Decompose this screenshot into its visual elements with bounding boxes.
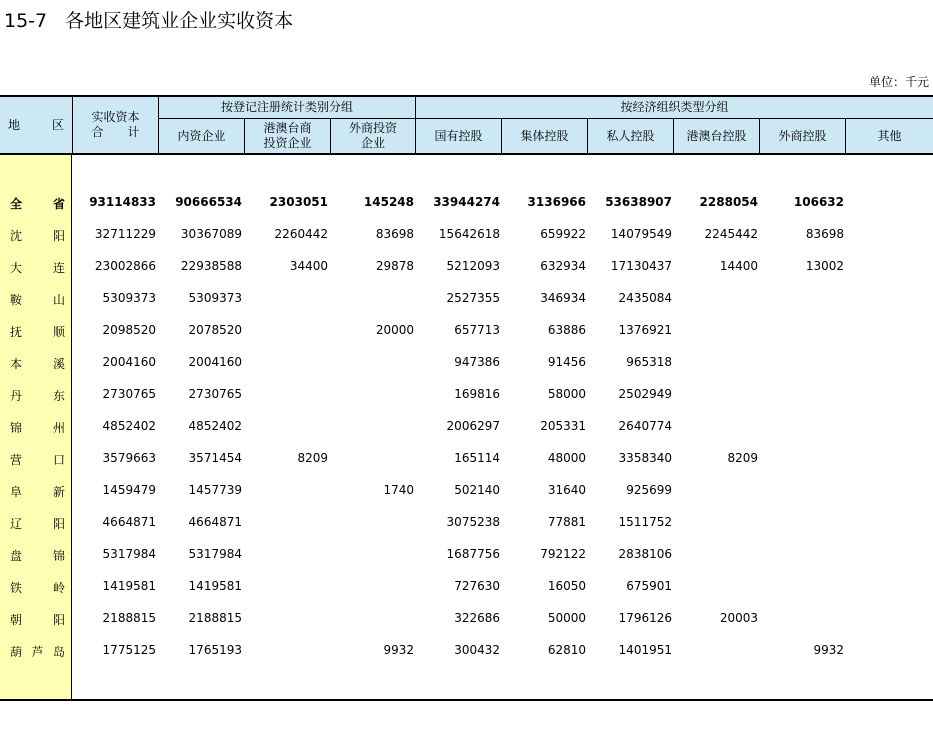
value-cell: 53638907 [605,195,672,209]
region-name [10,195,65,212]
value-cell: 2004160 [188,355,242,369]
value-cell: 2730765 [102,387,156,401]
region-char: 铁 [10,581,23,595]
region-char: 本 [10,357,23,371]
header-region [0,97,72,153]
value-cell: 16050 [547,579,586,593]
region-char: 省 [52,197,65,211]
value-cell: 62810 [547,643,586,657]
region-char: 溪 [52,357,65,371]
data-table [0,95,933,699]
region-char: 州 [52,421,65,435]
value-cell: 9932 [383,643,414,657]
region-char: 辽 [10,517,23,531]
value-cell: 1457739 [188,483,242,497]
value-cell: 9932 [813,643,844,657]
value-cell: 1419581 [102,579,156,593]
table-row [0,259,933,279]
value-cell: 1740 [383,483,414,497]
region-name [10,515,65,532]
value-cell: 657713 [454,323,500,337]
value-cell: 15642618 [438,227,500,241]
value-cell: 1687756 [446,547,500,561]
region-char: 盘 [10,549,23,563]
header-divider [244,119,245,153]
value-cell: 2303051 [269,195,328,209]
unit-label: 单位：千元 [868,75,929,89]
region-char: 岛 [52,645,65,659]
value-cell: 675901 [626,579,672,593]
region-name [10,643,65,660]
value-cell: 947386 [454,355,500,369]
table-row [0,419,933,439]
value-cell: 2502949 [618,387,672,401]
region-char: 葫 [10,645,23,659]
value-cell: 2004160 [102,355,156,369]
region-name [10,227,65,244]
value-cell: 1376921 [618,323,672,337]
header-other: 其他 [846,119,933,153]
header-divider [330,119,331,153]
value-cell: 3075238 [446,515,500,529]
value-cell: 83698 [375,227,414,241]
header-divider [759,119,760,153]
value-cell: 1765193 [188,643,242,657]
value-cell: 63886 [547,323,586,337]
value-cell: 5317984 [188,547,242,561]
value-cell: 2527355 [446,291,500,305]
value-cell: 77881 [547,515,586,529]
region-char: 口 [52,453,65,467]
region-name [10,547,65,564]
value-cell: 2098520 [102,323,156,337]
value-cell: 145248 [363,195,414,209]
value-cell: 2006297 [446,419,500,433]
region-char: 抚 [10,325,23,339]
table-row [0,387,933,407]
value-cell: 106632 [793,195,844,209]
value-cell: 1401951 [618,643,672,657]
value-cell: 3136966 [527,195,586,209]
table-row [0,323,933,343]
header-collective-holding: 集体控股 [502,119,587,153]
header-group-economic: 按经济组织类型分组 [416,97,933,118]
value-cell: 1511752 [618,515,672,529]
table-number: 15-7 [4,10,48,32]
value-cell: 1775125 [102,643,156,657]
header-divider [587,119,588,153]
value-cell: 29878 [375,259,414,273]
table-row [0,451,933,471]
header-paid-in-line1: 实收资本 [91,110,140,124]
region-name [10,259,65,276]
value-cell: 31640 [547,483,586,497]
region-char: 岭 [52,581,65,595]
value-cell: 93114833 [89,195,156,209]
region-char: 东 [52,389,65,403]
value-cell: 792122 [540,547,586,561]
value-cell: 5212093 [446,259,500,273]
header-divider [158,97,159,153]
table-row [0,547,933,567]
value-cell: 727630 [454,579,500,593]
value-cell: 2188815 [102,611,156,625]
value-cell: 169816 [454,387,500,401]
value-cell: 4664871 [188,515,242,529]
value-cell: 2435084 [618,291,672,305]
region-char: 全 [10,197,23,211]
table-bottom-rule [0,699,933,701]
value-cell: 346934 [540,291,586,305]
value-cell: 91456 [547,355,586,369]
page-title [4,6,293,33]
region-name [10,611,65,628]
value-cell: 32711229 [94,227,156,241]
table-row [0,291,933,311]
value-cell: 5309373 [188,291,242,305]
value-cell: 90666534 [175,195,242,209]
value-cell: 20000 [375,323,414,337]
value-cell: 20003 [719,611,758,625]
region-char: 山 [52,293,65,307]
region-char: 顺 [52,325,65,339]
value-cell: 2640774 [618,419,672,433]
region-char: 新 [52,485,65,499]
value-cell: 1459479 [102,483,156,497]
region-char: 阳 [52,517,65,531]
value-cell: 632934 [540,259,586,273]
value-cell: 4852402 [188,419,242,433]
value-cell: 22938588 [180,259,242,273]
value-cell: 1796126 [618,611,672,625]
header-paid-in-line2: 合 计 [91,125,140,139]
value-cell: 58000 [547,387,586,401]
table-row [0,195,933,215]
header-top-rule [0,95,933,97]
value-cell: 13002 [805,259,844,273]
value-cell: 48000 [547,451,586,465]
value-cell: 2245442 [704,227,758,241]
value-cell: 300432 [454,643,500,657]
region-char: 大 [10,261,23,275]
value-cell: 5309373 [102,291,156,305]
region-char: 连 [52,261,65,275]
header-divider [415,97,416,153]
region-char: 丹 [10,389,23,403]
header-group-divider [158,118,933,119]
value-cell: 925699 [626,483,672,497]
value-cell: 2288054 [699,195,758,209]
header-domestic: 内资企业 [159,119,244,153]
value-cell: 14079549 [610,227,672,241]
value-cell: 3571454 [188,451,242,465]
header-paid-in-total [73,97,158,153]
value-cell: 965318 [626,355,672,369]
region-char: 鞍 [10,293,23,307]
header-state-holding: 国有控股 [416,119,501,153]
value-cell: 17130437 [610,259,672,273]
value-cell: 165114 [454,451,500,465]
region-char: 阳 [52,613,65,627]
value-cell: 30367089 [180,227,242,241]
header-divider [501,119,502,153]
table-body [0,155,933,699]
value-cell: 5317984 [102,547,156,561]
value-cell: 50000 [547,611,586,625]
header-group-registration: 按登记注册统计类别分组 [159,97,415,118]
value-cell: 8209 [727,451,758,465]
table-row [0,579,933,599]
value-cell: 23002866 [94,259,156,273]
header-hk-macao-taiwan-invested: 港澳台商 投资企业 [245,119,330,153]
value-cell: 34400 [289,259,328,273]
value-cell: 2838106 [618,547,672,561]
region-char: 锦 [10,421,23,435]
region-char: 沈 [10,229,23,243]
region-name [10,355,65,372]
value-cell: 3358340 [618,451,672,465]
value-cell: 659922 [540,227,586,241]
table-row [0,643,933,663]
value-cell: 4852402 [102,419,156,433]
table-row [0,355,933,375]
region-name [10,387,65,404]
value-cell: 3579663 [102,451,156,465]
region-name [10,579,65,596]
region-char: 朝 [10,613,23,627]
region-name [10,419,65,436]
region-name [10,323,65,340]
value-cell: 502140 [454,483,500,497]
value-cell: 14400 [719,259,758,273]
region-name [10,483,65,500]
value-cell: 2260442 [274,227,328,241]
value-cell: 33944274 [433,195,500,209]
region-char: 锦 [52,549,65,563]
table-row [0,611,933,631]
header-foreign-invested: 外商投资 企业 [331,119,415,153]
table-row [0,515,933,535]
table-header [0,95,933,155]
region-char: 阳 [52,229,65,243]
table-row [0,227,933,247]
value-cell: 205331 [540,419,586,433]
table-row [0,483,933,503]
value-cell: 2730765 [188,387,242,401]
header-region-char-2: 区 [51,117,64,132]
region-name [10,451,65,468]
header-divider [72,97,73,153]
value-cell: 1419581 [188,579,242,593]
value-cell: 83698 [805,227,844,241]
region-char: 营 [10,453,23,467]
table-title: 各地区建筑业企业实收资本 [65,10,294,32]
header-foreign-holding: 外商控股 [760,119,845,153]
value-cell: 8209 [297,451,328,465]
header-divider [845,119,846,153]
region-char: 阜 [10,485,23,499]
value-cell: 322686 [454,611,500,625]
header-divider [673,119,674,153]
header-region-char-1: 地 [8,117,21,132]
value-cell: 2188815 [188,611,242,625]
value-cell: 4664871 [102,515,156,529]
region-char: 芦 [31,645,44,659]
region-name [10,291,65,308]
header-private-holding: 私人控股 [588,119,673,153]
header-hk-macao-taiwan-holding: 港澳台控股 [674,119,759,153]
value-cell: 2078520 [188,323,242,337]
